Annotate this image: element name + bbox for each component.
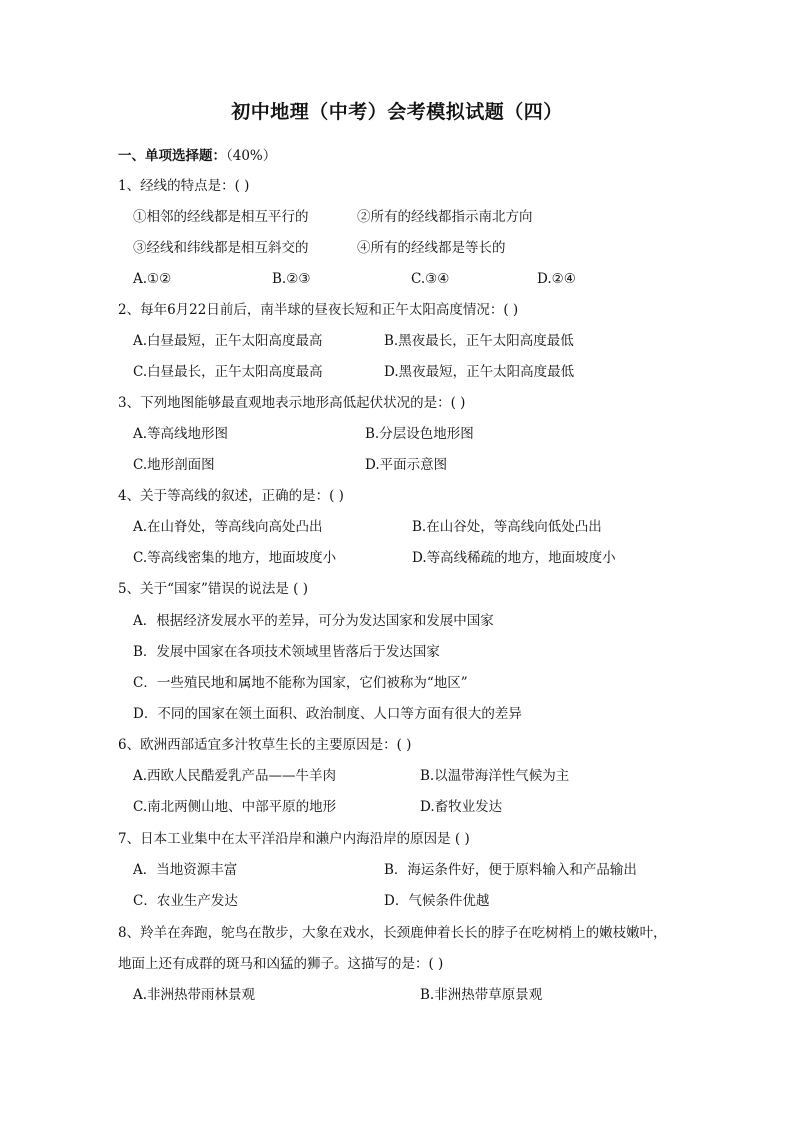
question-4-option-a: A.在山脊处，等高线向高处凸出 <box>133 519 323 535</box>
question-5-stem: 5、关于“国家”错误的说法是 ( ) <box>118 581 309 597</box>
question-8-option-a: A.非洲热带雨林景观 <box>133 987 256 1003</box>
question-8-stem: 8、羚羊在奔跑，鸵鸟在散步，大象在戏水，长颈鹿伸着长长的脖子在吃树梢上的嫩枝嫩叶， <box>118 925 667 941</box>
section-heading-text: 一、单项选择题： <box>118 148 226 164</box>
question-1-option-d: D.②④ <box>537 271 576 287</box>
question-6-option-c: C.南北两侧山地、中部平原的地形 <box>133 799 337 815</box>
question-6-option-a: A.西欧人民酷爱乳产品——牛羊肉 <box>133 768 337 784</box>
question-4-option-d: D.等高线稀疏的地方，地面坡度小 <box>412 550 616 566</box>
section-score: （40%） <box>226 148 277 164</box>
question-7-option-a: A．当地资源丰富 <box>133 862 238 878</box>
question-1-stem: 1、经线的特点是：( ) <box>118 178 250 194</box>
question-7-option-d: D．气候条件优越 <box>384 893 490 909</box>
question-7-stem: 7、日本工业集中在太平洋沿岸和濑户内海沿岸的原因是 ( ) <box>118 831 470 847</box>
question-3-option-a: A.等高线地形图 <box>133 426 229 442</box>
question-7-option-b: B．海运条件好，便于原料输入和产品输出 <box>384 862 637 878</box>
question-1-statement-3: ③经线和纬线都是相互斜交的 <box>133 240 309 256</box>
question-1-statement-1: ①相邻的经线都是相互平行的 <box>133 209 309 225</box>
question-5-option-b: B．发展中国家在各项技术领域里皆落后于发达国家 <box>133 644 440 660</box>
question-1-option-c: C.③④ <box>411 271 450 287</box>
question-6-option-d: D.畜牧业发达 <box>420 799 503 815</box>
question-2-option-b: B.黑夜最长，正午太阳高度最低 <box>384 333 574 349</box>
exam-title: 初中地理（中考）会考模拟试题（四） <box>231 101 563 123</box>
question-2-option-a: A.白昼最短，正午太阳高度最高 <box>133 333 323 349</box>
question-3-option-c: C.地形剖面图 <box>133 457 215 473</box>
question-3-option-b: B.分层设色地形图 <box>365 426 474 442</box>
question-3-stem: 3、下列地图能够最直观地表示地形高低起伏状况的是：( ) <box>118 395 466 411</box>
question-2-option-d: D.黑夜最短，正午太阳高度最低 <box>384 364 575 380</box>
question-1-statement-2: ②所有的经线都指示南北方向 <box>357 209 533 225</box>
question-7-option-c: C．农业生产发达 <box>133 893 238 909</box>
question-1-option-b: B.②③ <box>272 271 311 287</box>
question-4-stem: 4、关于等高线的叙述，正确的是：( ) <box>118 488 344 504</box>
question-6-stem: 6、欧洲西部适宜多汁牧草生长的主要原因是：( ) <box>118 737 412 753</box>
question-4-option-c: C.等高线密集的地方，地面坡度小 <box>133 550 337 566</box>
question-1-option-a: A.①② <box>133 271 172 287</box>
question-8-option-b: B.非洲热带草原景观 <box>420 987 543 1003</box>
question-5-option-d: D．不同的国家在领土面积、政治制度、人口等方面有很大的差异 <box>133 706 522 722</box>
question-4-option-b: B.在山谷处，等高线向低处凸出 <box>412 519 602 535</box>
section-heading <box>118 147 276 165</box>
question-3-option-d: D.平面示意图 <box>365 457 448 473</box>
question-2-stem: 2、每年6月22日前后，南半球的昼夜长短和正午太阳高度情况：( ) <box>118 302 519 318</box>
question-6-option-b: B.以温带海洋性气候为主 <box>420 768 570 784</box>
question-5-option-a: A．根据经济发展水平的差异，可分为发达国家和发展中国家 <box>133 613 494 629</box>
question-1-statement-4: ④所有的经线都是等长的 <box>357 240 506 256</box>
question-5-option-c: C．一些殖民地和属地不能称为国家，它们被称为“地区” <box>133 675 468 691</box>
question-8-stem-continued: 地面上还有成群的斑马和凶猛的狮子。这描写的是：( ) <box>118 956 444 972</box>
question-2-option-c: C.白昼最长，正午太阳高度最高 <box>133 364 323 380</box>
